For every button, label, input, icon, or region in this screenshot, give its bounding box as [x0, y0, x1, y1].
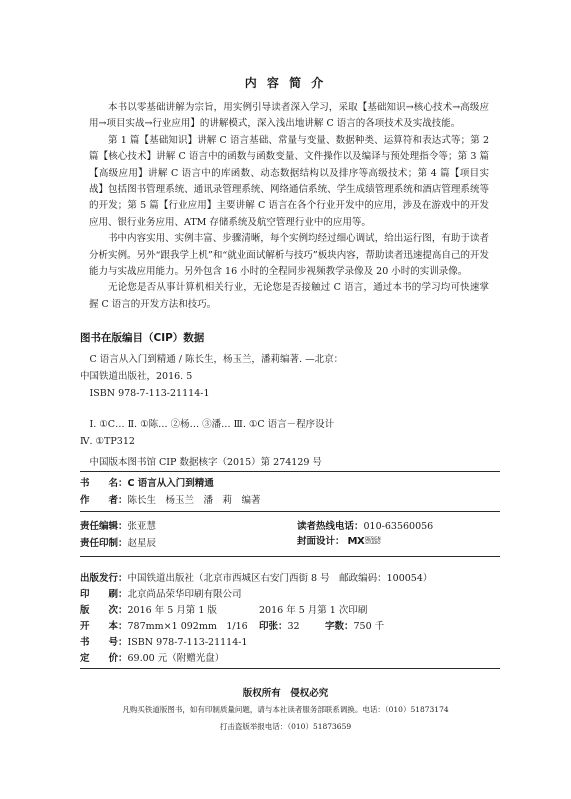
cip-heading: 图书在版编目（CIP）数据 — [80, 332, 205, 344]
cover-designer-logo — [348, 536, 381, 547]
isbn-value: ISBN 978-7-113-21114-1 — [127, 637, 248, 648]
cover-label: 封面设计： — [297, 536, 345, 547]
isbn-row — [80, 634, 248, 648]
editor-row — [80, 518, 156, 532]
format-label: 开 本： — [80, 621, 128, 632]
quality-notice: 凡购买铁道版图书，如有印制质量问题，请与本社读者服务部联系调换。电话：（010）51873174 — [122, 705, 449, 714]
print-value: 北京尚品荣华印刷有限公司 — [127, 589, 242, 600]
book-title-row — [80, 475, 214, 489]
edition-label: 版 次： — [80, 605, 128, 616]
logo-sub: STUDIO — [365, 540, 381, 545]
format-value: 787mm×1 092mm 1/16 — [127, 621, 248, 632]
sheets-row — [259, 618, 300, 632]
author-label: 作 者： — [80, 495, 128, 506]
edition-value: 2016 年 5 月第 1 版 — [127, 605, 217, 616]
price-value: 69.00 元（附赠光盘） — [127, 653, 225, 664]
price-label: 定 价： — [80, 653, 128, 664]
divider — [80, 511, 500, 512]
summary-paragraph: 第 1 篇【基础知识】讲解 C 语言基础、常量与变量、数据种类、运算符和表达式等；第 2 篇【核心技术】讲解 C 语言中的函数与函数变量、文件操作以及编译与预处理指令等；第 3 篇【高级应用】讲解 C 语言中的库函数、动态数据结构以及排序等高级技术；第 4 篇【项目实战】包括图书管理系统、通讯录管理系统、网络通信系统、学生成绩管理系统和酒店管理系统等的开发；第 5 篇【行业应用】主要讲解 C 语言在各个行业开发中的应用，涉及在游戏中的开发应用、银行业务应用、ATM 存储系统及航空管理行业中的应用等。 — [89, 134, 489, 228]
summary-body — [89, 100, 489, 313]
printing-value: 赵星辰 — [127, 538, 157, 549]
divider — [80, 556, 500, 557]
publisher-label: 出版发行： — [80, 573, 128, 584]
cip-block — [80, 351, 500, 471]
piracy-hotline: 打击盗版举报电话：（010）51873659 — [219, 722, 352, 731]
hotline-row — [297, 518, 433, 532]
editor-value: 张亚慧 — [127, 521, 157, 532]
sheets-label: 印张： — [259, 621, 288, 632]
divider — [80, 668, 500, 669]
hotline-label: 读者热线电话： — [297, 521, 364, 532]
sheets-value: 32 — [287, 621, 300, 632]
edition-row — [80, 602, 217, 616]
cip-line: Ⅰ. ①C… Ⅱ. ①陈… ②杨… ③潘… Ⅲ. ①C 语言－程序设计 — [89, 419, 335, 430]
words-value: 750 千 — [353, 621, 385, 632]
logo-sub: DESIGN — [365, 536, 381, 541]
cip-line: 中国铁道出版社，2016. 5 — [80, 371, 193, 382]
cip-line: 中国版本图书馆 CIP 数据核字（2015）第 274129 号 — [89, 457, 322, 468]
summary-paragraph: 无论您是否从事计算机相关行业，无论您是否接触过 C 语言，通过本书的学习均可快速掌握 C 语言的开发方法和技巧。 — [89, 282, 489, 310]
cip-line: Ⅳ. ①TP312 — [80, 436, 135, 447]
summary-paragraph: 本书以零基础讲解为宗旨，用实例引导读者深入学习，采取【基础知识→核心技术→高级应用→项目实战→行业应用】的讲解模式，深入浅出地讲解 C 语言的各项技术及实战技能。 — [89, 102, 489, 130]
print-label: 印 刷： — [80, 589, 128, 600]
book-title-value: C 语言从入门到精通 — [127, 478, 214, 489]
editor-label: 责任编辑： — [80, 521, 128, 532]
logo-mark: MX — [347, 536, 365, 547]
summary-paragraph: 书中内容实用、实例丰富、步骤清晰，每个实例均经过细心调试，给出运行图，有助于读者分析实例。另外“跟我学上机”和“就业面试解析与技巧”板块内容，帮助读者迅速提高自己的开发能力与实战应用能力。另外包含 16 小时的全程同步视频教学录像及 20 小时的实训录像。 — [89, 233, 489, 278]
cip-line: ISBN 978-7-113-21114-1 — [89, 388, 210, 399]
publisher-value: 中国铁道出版社（北京市西城区右安门西街 8 号 邮政编码：100054） — [127, 573, 433, 584]
print-row — [80, 586, 242, 600]
words-label: 字数： — [325, 621, 354, 632]
printing-label: 责任印制： — [80, 538, 128, 549]
isbn-label: 书 号： — [80, 637, 128, 648]
words-row — [325, 618, 384, 632]
price-row — [80, 650, 224, 664]
format-row — [80, 618, 248, 632]
author-row — [80, 492, 261, 506]
author-value: 陈长生 杨玉兰 潘 莉 编著 — [127, 495, 261, 506]
impression-value: 2016 年 5 月第 1 次印刷 — [259, 605, 368, 616]
rights-notice: 版权所有 侵权必究 — [242, 688, 329, 699]
publisher-row — [80, 570, 432, 584]
book-title-label: 书 名： — [80, 478, 128, 489]
cip-line: C 语言从入门到精通 / 陈长生，杨玉兰，潘莉编著. —北京： — [89, 354, 344, 365]
summary-title: 内 容 简 介 — [244, 76, 327, 90]
divider — [80, 471, 500, 472]
hotline-value: 010-63560056 — [363, 521, 434, 532]
printing-row — [80, 535, 156, 549]
cover-row — [297, 533, 381, 547]
